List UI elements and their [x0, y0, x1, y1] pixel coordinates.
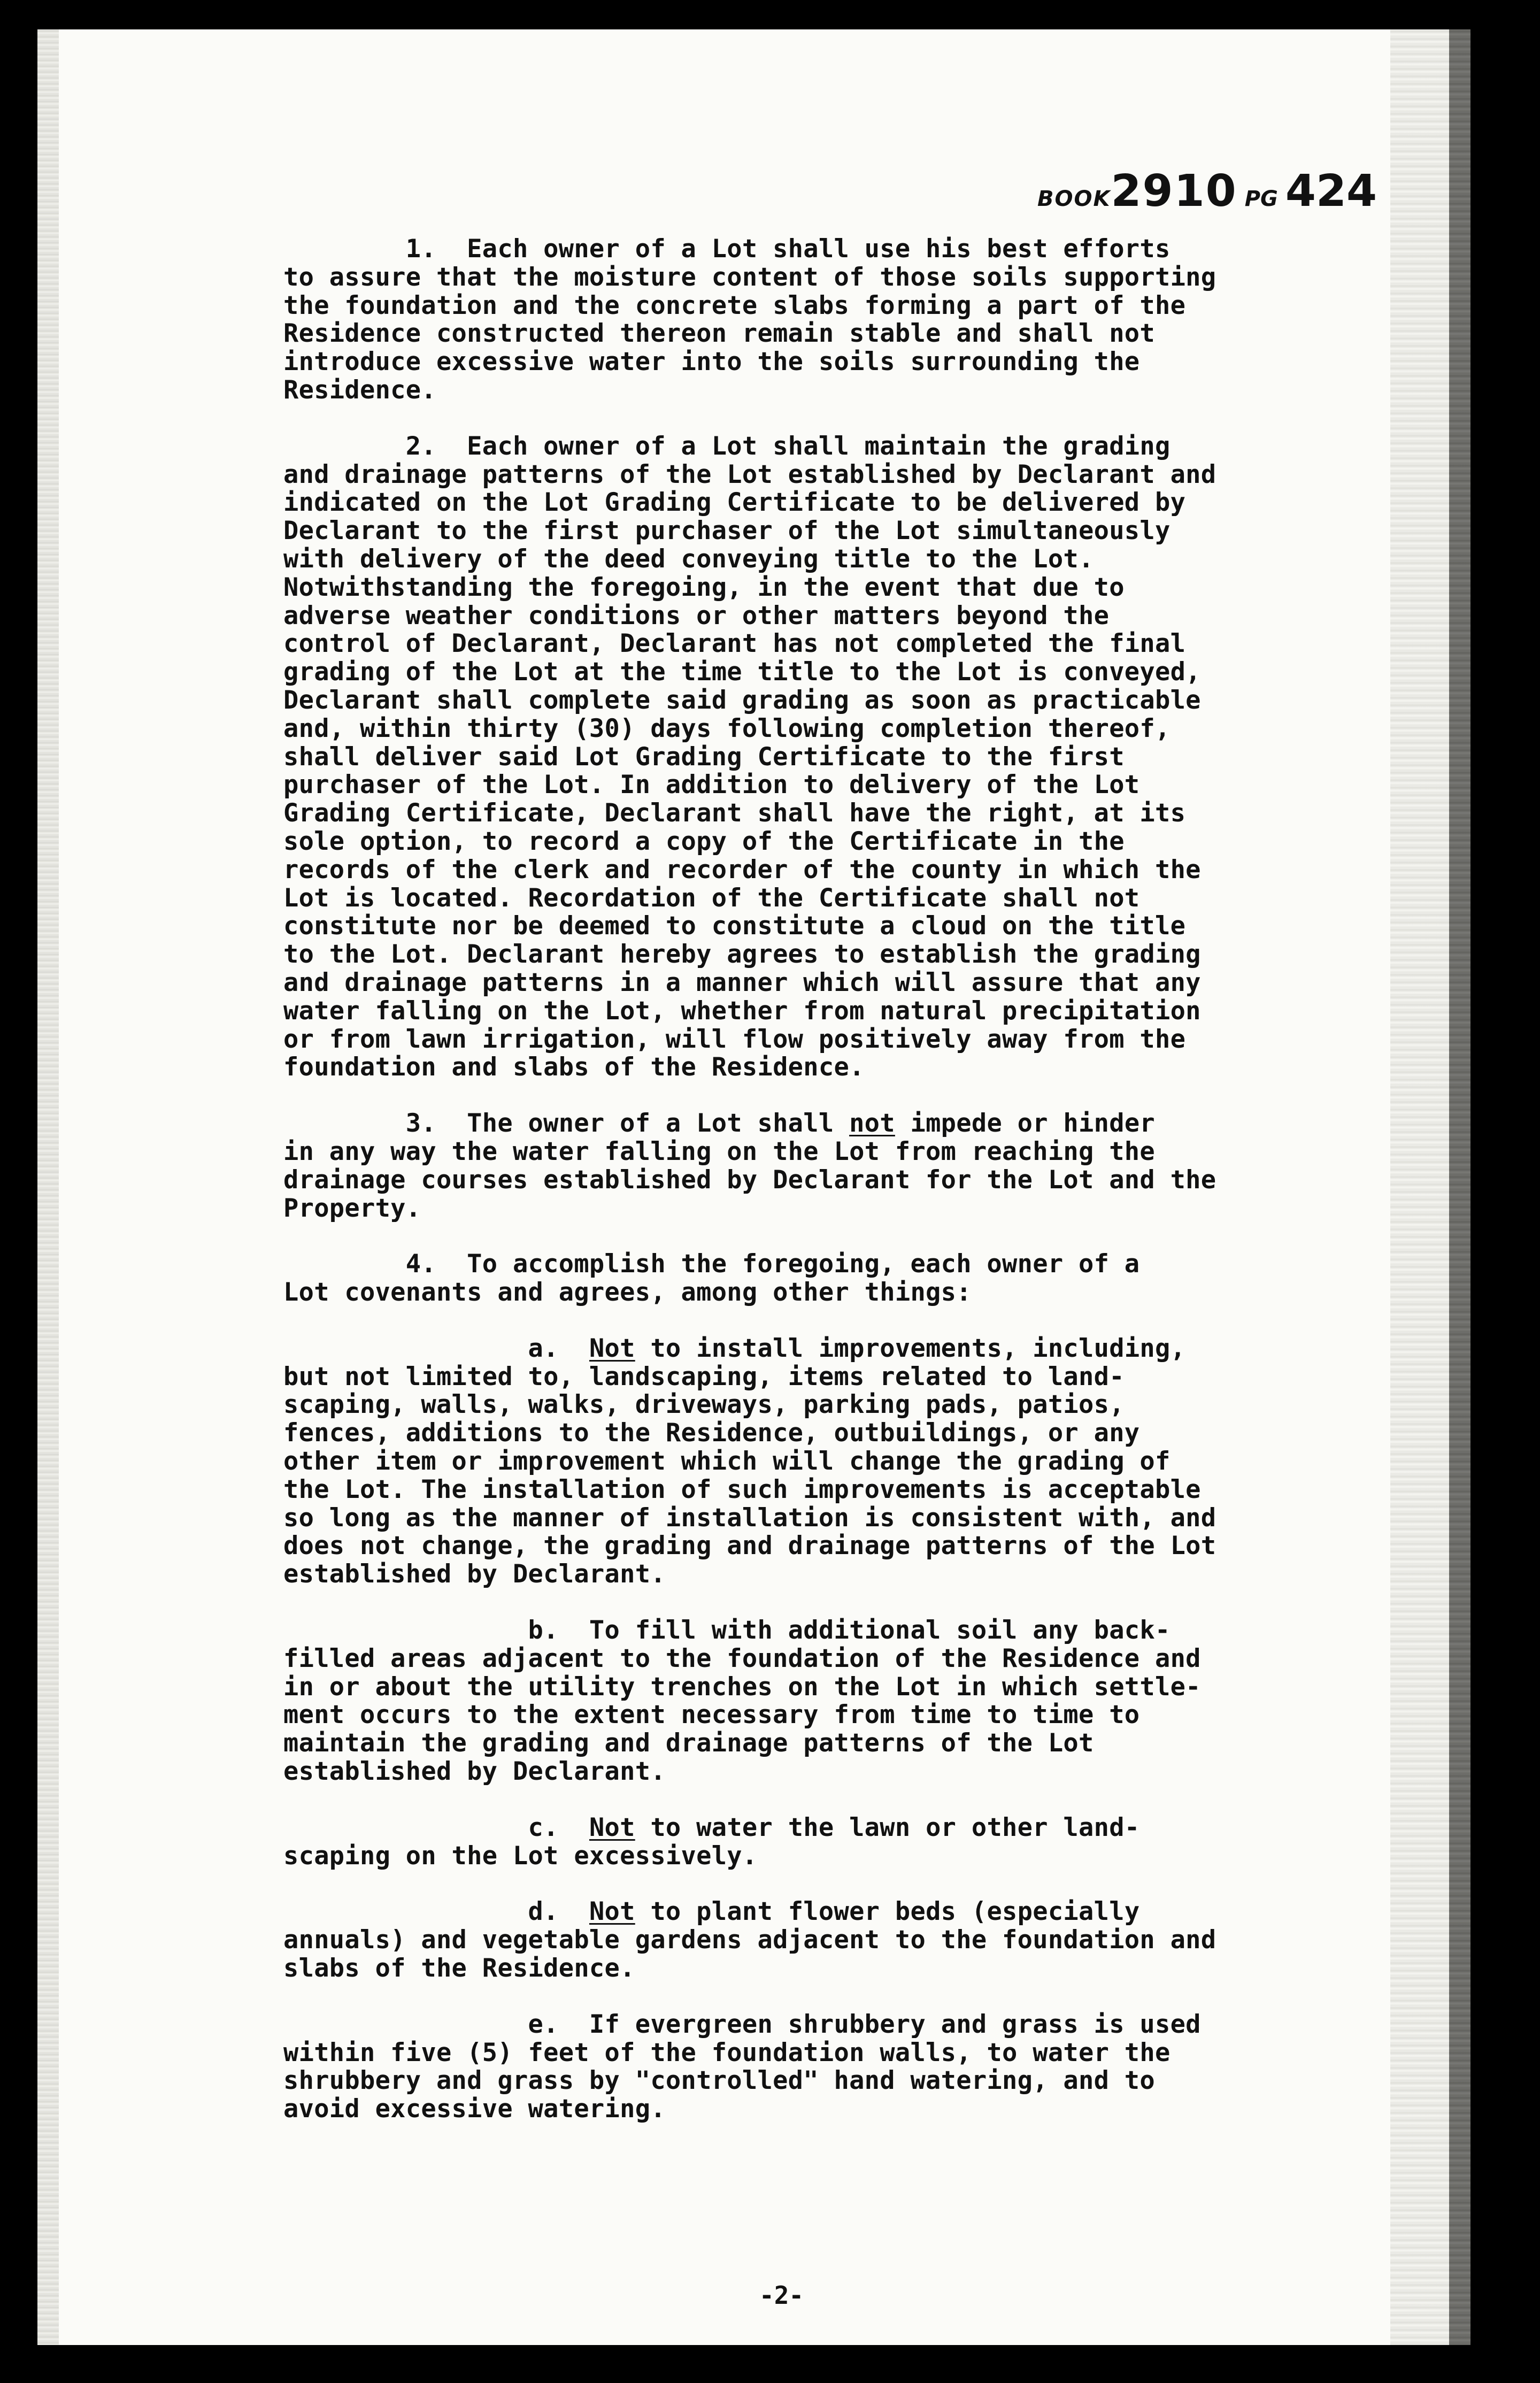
- text-line: d. Not to plant flower beds (especially: [283, 1897, 1140, 1927]
- underlined-word: Not: [589, 1333, 635, 1363]
- text-line: e. If evergreen shrubbery and grass is used: [283, 2009, 1201, 2039]
- text-line: Grading Certificate, Declarant shall have the right, at its: [283, 798, 1186, 828]
- text-line: ment occurs to the extent necessary from time to time to: [283, 1700, 1140, 1730]
- paragraph-1: [283, 235, 1299, 405]
- text-line: and drainage patterns in a manner which will assure that any: [283, 967, 1201, 997]
- text-line: with delivery of the deed conveying title to the Lot.: [283, 544, 1094, 574]
- text-line: established by Declarant.: [283, 1757, 666, 1787]
- text-line: adverse weather conditions or other matters beyond the: [283, 601, 1110, 631]
- text-line: 4. To accomplish the foregoing, each owner of a: [283, 1249, 1140, 1279]
- text-line: a. Not to install improvements, including,: [283, 1333, 1186, 1363]
- text-line: does not change, the grading and drainage patterns of the Lot: [283, 1531, 1216, 1561]
- text-line: 2. Each owner of a Lot shall maintain the grading: [283, 431, 1171, 461]
- text-line: and drainage patterns of the Lot established by Declarant and: [283, 459, 1216, 489]
- text-line: shall deliver said Lot Grading Certificate to the first: [283, 742, 1125, 772]
- paragraph-5: [283, 1335, 1299, 1589]
- text-line: or from lawn irrigation, will flow positively away from the: [283, 1024, 1186, 1054]
- paragraph-8: [283, 1898, 1299, 1982]
- text-line: foundation and slabs of the Residence.: [283, 1052, 865, 1082]
- text-line: Property.: [283, 1193, 421, 1223]
- text-line: control of Declarant, Declarant has not completed the final: [283, 629, 1186, 659]
- text-line: within five (5) feet of the foundation walls, to water the: [283, 2038, 1171, 2067]
- page-number: 424: [1285, 166, 1377, 217]
- text-line: drainage courses established by Declarant for the Lot and the: [283, 1165, 1216, 1195]
- text-line: filled areas adjacent to the foundation of the Residence and: [283, 1643, 1201, 1673]
- text-line: in any way the water falling on the Lot from reaching the: [283, 1136, 1155, 1166]
- text-line: the Lot. The installation of such improvements is acceptable: [283, 1474, 1201, 1504]
- text-line: Notwithstanding the foregoing, in the event that due to: [283, 572, 1125, 602]
- scan-edge-right: [1390, 29, 1470, 2345]
- text-line: indicated on the Lot Grading Certificate to be delivered by: [283, 488, 1186, 518]
- text-line: scaping, walls, walks, driveways, parking pads, patios,: [283, 1390, 1125, 1420]
- underlined-word: Not: [589, 1812, 635, 1842]
- text-line: the foundation and the concrete slabs forming a part of the: [283, 290, 1186, 320]
- paragraph-6: [283, 1617, 1299, 1786]
- text-line: to assure that the moisture content of those soils supporting: [283, 262, 1216, 292]
- text-line: sole option, to record a copy of the Certificate in the: [283, 826, 1125, 856]
- paragraph-7: [283, 1814, 1299, 1871]
- text-line: 3. The owner of a Lot shall not impede or hinder: [283, 1109, 1156, 1139]
- text-line: records of the clerk and recorder of the county in which the: [283, 855, 1201, 885]
- text-line: Lot is located. Recordation of the Certificate shall not: [283, 883, 1140, 913]
- text-line: and, within thirty (30) days following completion thereof,: [283, 713, 1171, 743]
- text-line: shrubbery and grass by "controlled" hand watering, and to: [283, 2066, 1155, 2096]
- text-line: grading of the Lot at the time title to the Lot is conveyed,: [283, 657, 1201, 687]
- text-line: maintain the grading and drainage patterns of the Lot: [283, 1728, 1094, 1758]
- paragraph-9: [283, 2011, 1299, 2124]
- page-footer: -2-: [759, 2281, 804, 2310]
- page-label: PG: [1244, 187, 1278, 211]
- text-line: purchaser of the Lot. In addition to delivery of the Lot: [283, 770, 1140, 800]
- text-line: Declarant to the first purchaser of the Lot simultaneously: [283, 516, 1171, 546]
- text-line: scaping on the Lot excessively.: [283, 1841, 758, 1871]
- paragraph-3: [283, 1110, 1299, 1223]
- text-line: Declarant shall complete said grading as soon as practicable: [283, 685, 1201, 715]
- text-line: so long as the manner of installation is consistent with, and: [283, 1503, 1216, 1533]
- paragraph-2: [283, 433, 1299, 1082]
- text-line: water falling on the Lot, whether from natural precipitation: [283, 996, 1201, 1026]
- underlined-word: Not: [589, 1897, 635, 1927]
- book-label: BOOK: [1037, 187, 1111, 211]
- text-line: in or about the utility trenches on the Lot in which settle-: [283, 1672, 1201, 1702]
- text-line: Residence.: [283, 375, 436, 405]
- text-line: other item or improvement which will change the grading of: [283, 1447, 1171, 1477]
- book-page-stamp: [1037, 166, 1377, 217]
- text-line: introduce excessive water into the soils surrounding the: [283, 347, 1140, 377]
- text-line: Lot covenants and agrees, among other things:: [283, 1278, 972, 1308]
- text-line: established by Declarant.: [283, 1559, 666, 1589]
- text-line: avoid excessive watering.: [283, 2094, 666, 2124]
- text-line: constitute nor be deemed to constitute a cloud on the title: [283, 911, 1186, 941]
- scan-edge-left: [37, 29, 59, 2345]
- paragraph-4: [283, 1250, 1299, 1307]
- text-line: Residence constructed thereon remain stable and shall not: [283, 319, 1155, 349]
- text-line: b. To fill with additional soil any back-: [283, 1616, 1171, 1646]
- text-line: fences, additions to the Residence, outbuildings, or any: [283, 1418, 1140, 1448]
- text-line: annuals) and vegetable gardens adjacent to the foundation and: [283, 1925, 1216, 1955]
- book-number: 2910: [1111, 166, 1237, 217]
- text-line: c. Not to water the lawn or other land-: [283, 1812, 1140, 1842]
- underlined-word: not: [849, 1109, 895, 1139]
- text-line: to the Lot. Declarant hereby agrees to establish the grading: [283, 940, 1201, 970]
- document-body: [283, 235, 1299, 2124]
- text-line: 1. Each owner of a Lot shall use his best efforts: [283, 234, 1171, 264]
- text-line: but not limited to, landscaping, items related to land-: [283, 1362, 1125, 1392]
- text-line: slabs of the Residence.: [283, 1954, 635, 1984]
